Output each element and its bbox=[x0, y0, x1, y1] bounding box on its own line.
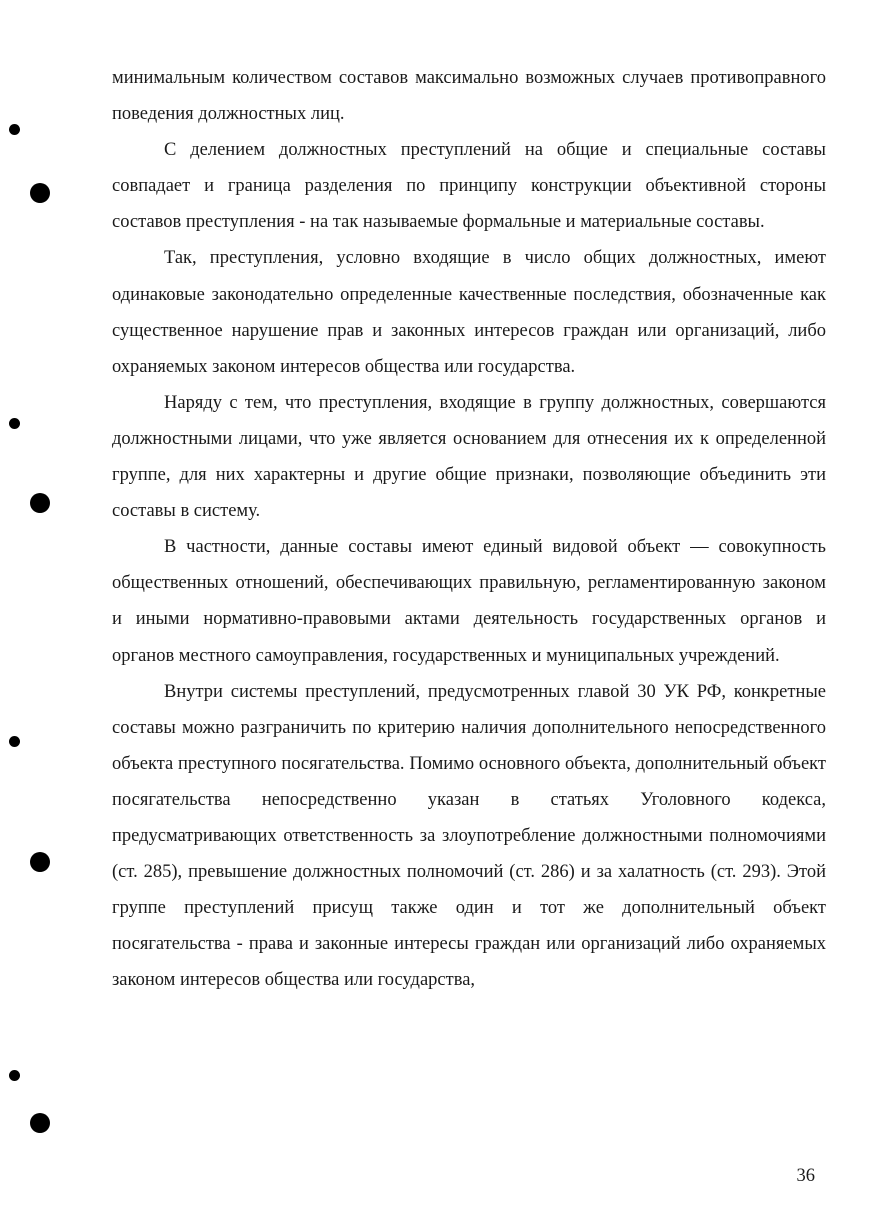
binder-hole-icon bbox=[30, 493, 50, 513]
binder-hole-icon bbox=[9, 418, 20, 429]
paragraph: Внутри системы преступлений, предусмотренных главой 30 УК РФ, конкретные составы можно разграничить по критерию наличия дополнительного непосредственного объекта преступного посягательства. Помимо основного объекта, дополнительный объект посягательства непосредственно указан в статьях Уголовного кодекса, предусматривающих ответственность за злоупотребление должностными полномочиями (ст. 285), превышение должностных полномочий (ст. 286) и за халатность (ст. 293). Этой группе преступлений присущ также один и тот же дополнительный объект посягательства - права и законные интересы граждан или организаций либо охраняемых законом интересов общества или государства, bbox=[112, 681, 826, 991]
paragraph: Наряду с тем, что преступления, входящие в группу должностных, совершаются должностными лицами, что уже является основанием для отнесения их к определенной группе, для них характерны и другие общие признаки, позволяющие объединить эти составы в систему. bbox=[112, 392, 826, 522]
binder-hole-icon bbox=[30, 1113, 50, 1133]
paragraph: Так, преступления, условно входящие в число общих должностных, имеют одинаковые законодательно определенные качественные последствия, обозначенные как существенное нарушение прав и законных интересов граждан или организаций, либо охраняемых законом интересов общества или государства. bbox=[112, 248, 826, 377]
binder-hole-icon bbox=[9, 736, 20, 747]
page-number: 36 bbox=[796, 1166, 815, 1186]
binder-hole-icon bbox=[30, 183, 50, 203]
binder-hole-icon bbox=[9, 124, 20, 135]
paragraph: минимальным количеством составов максимально возможных случаев противоправного поведения должностных лиц. bbox=[112, 68, 826, 125]
paragraph: С делением должностных преступлений на общие и специальные составы совпадает и граница разделения по принципу конструкции объективной стороны составов преступления - на так называемые формальные и материальные составы. bbox=[112, 140, 826, 233]
body-text bbox=[112, 60, 826, 998]
paragraph: В частности, данные составы имеют единый видовой объект — совокупность общественных отношений, обеспечивающих правильную, регламентированную законом и иными нормативно-правовыми актами деятельность государственных органов и органов местного самоуправления, государственных и муниципальных учреждений. bbox=[112, 537, 826, 666]
binder-hole-icon bbox=[30, 852, 50, 872]
binder-hole-icon bbox=[9, 1070, 20, 1081]
